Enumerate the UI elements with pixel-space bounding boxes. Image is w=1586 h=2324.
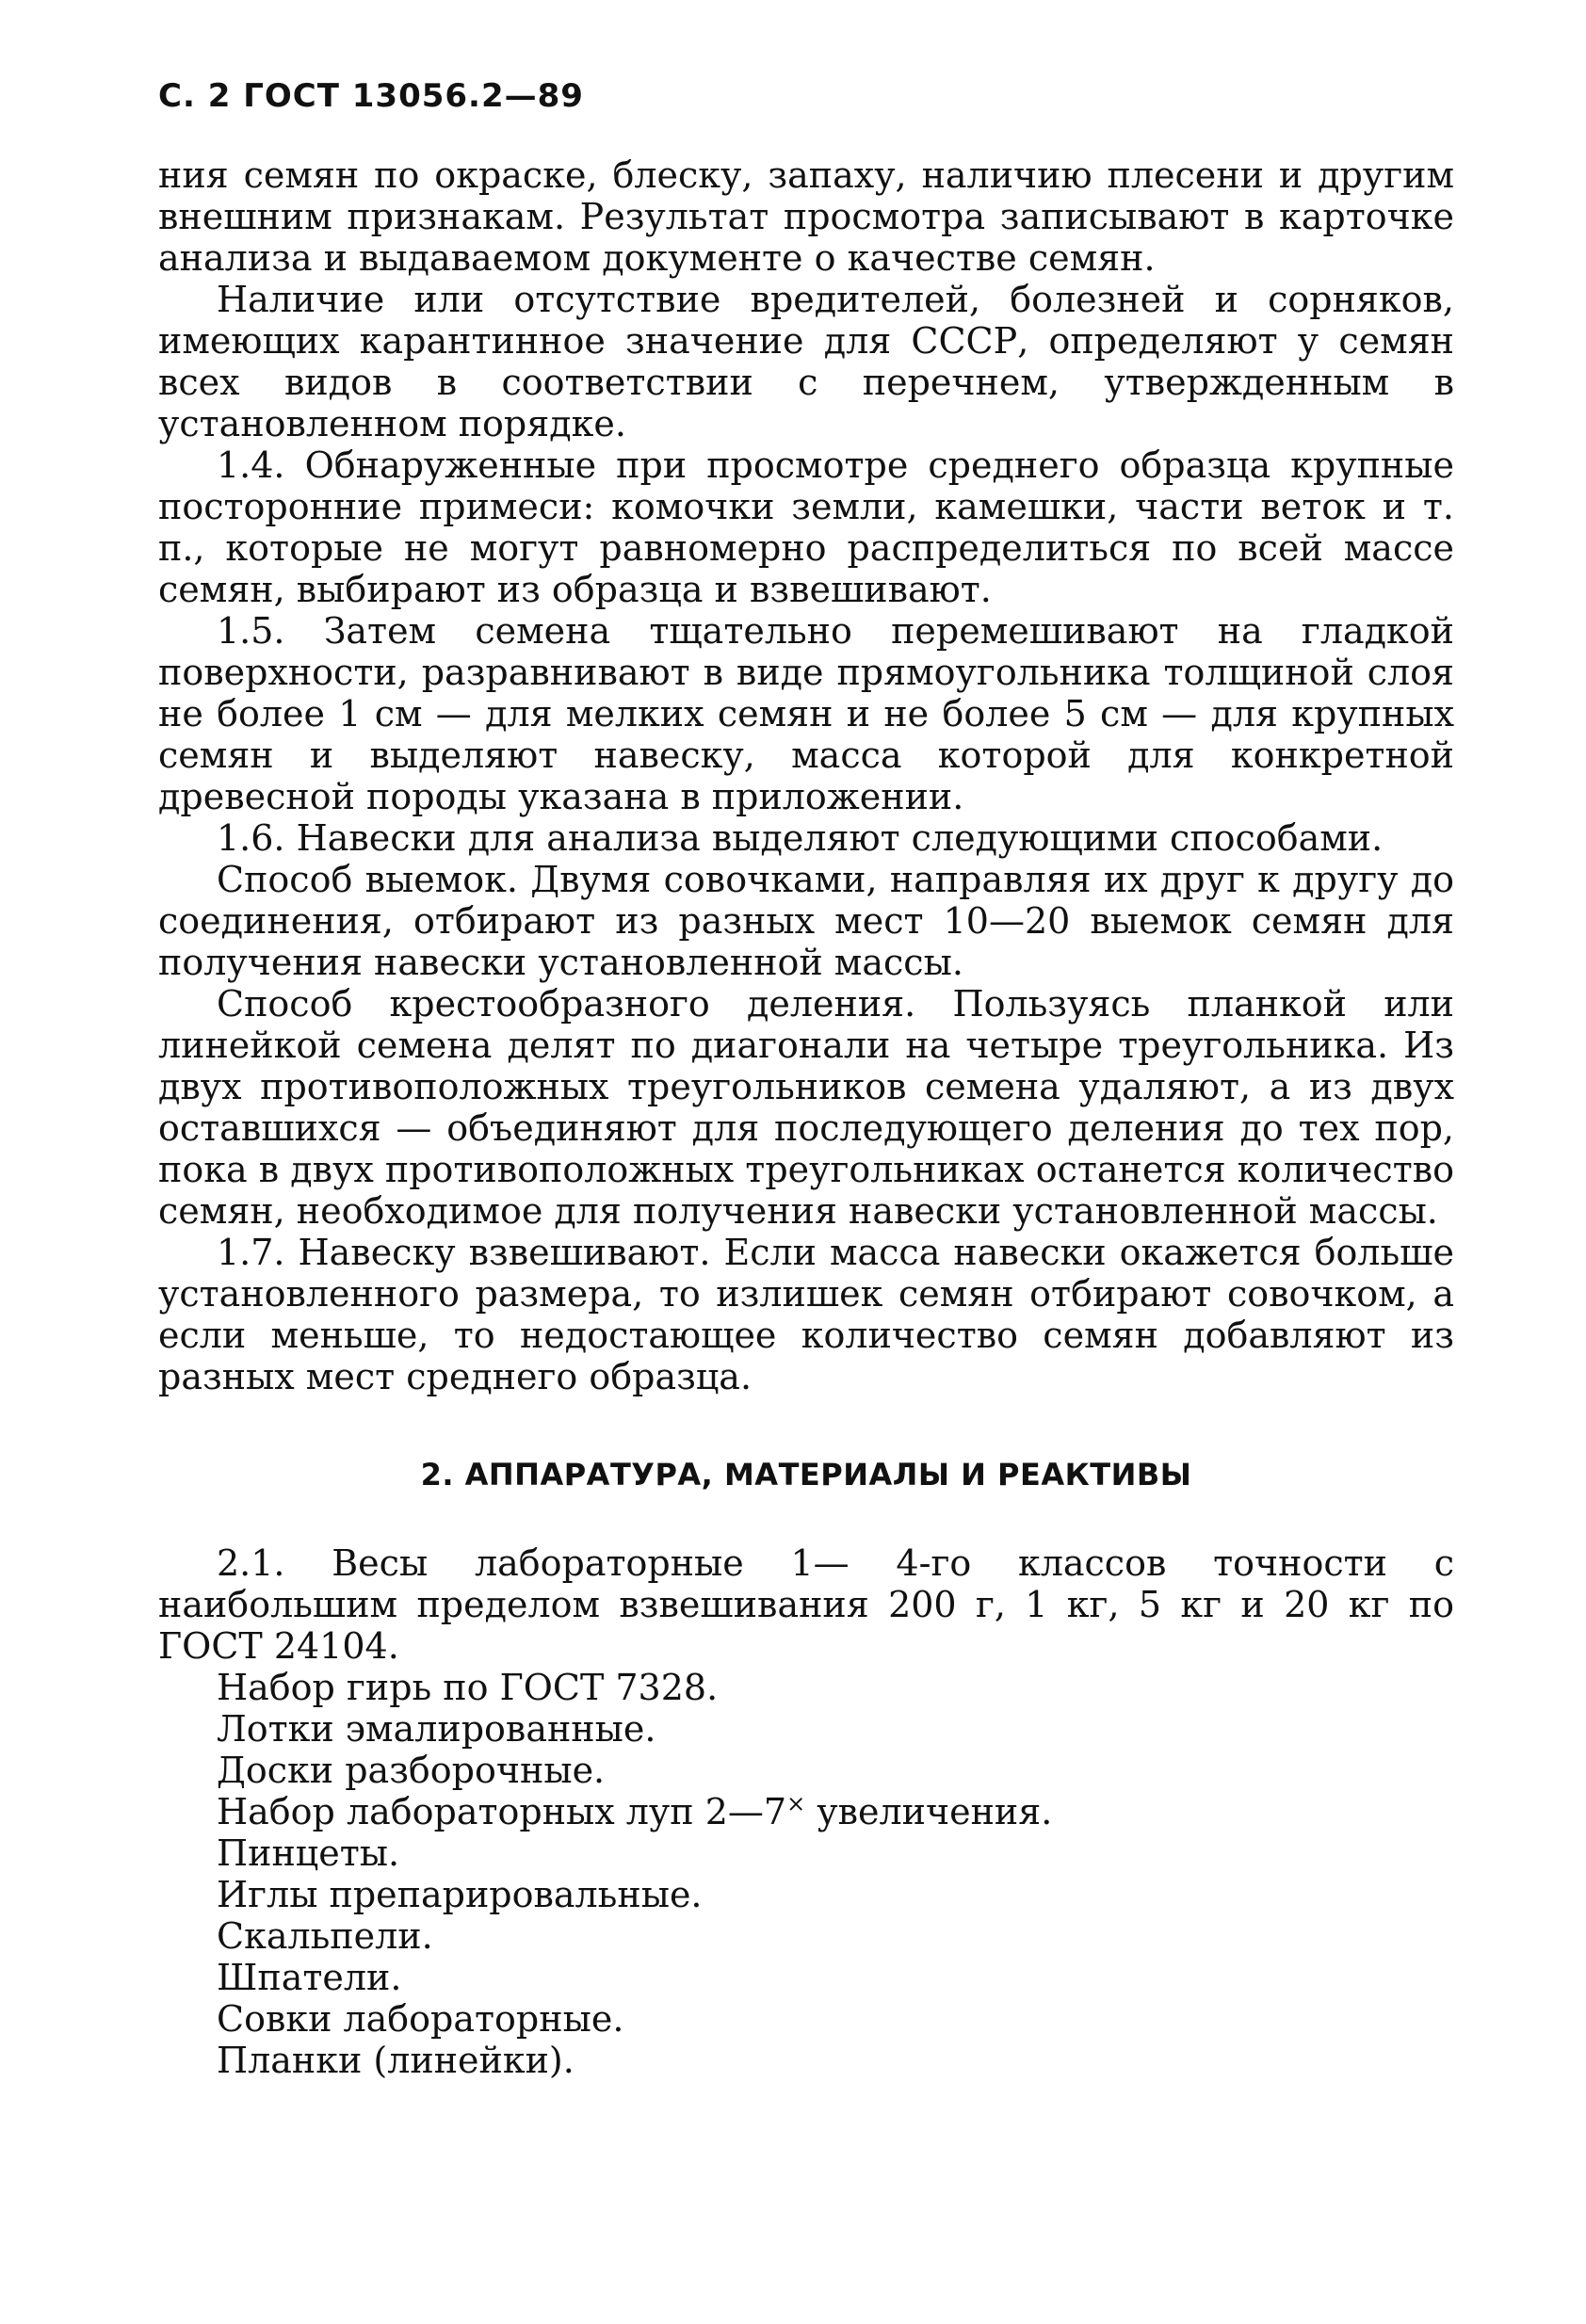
- paragraph-2-1: 2.1. Весы лабораторные 1— 4-го классов точности с наибольшим пределом взвешивания 200 г, 1 кг, 5 кг и 20 кг по ГОСТ 24104.: [158, 1542, 1454, 1667]
- running-head: С. 2 ГОСТ 13056.2—89: [158, 77, 584, 115]
- list-item: Набор гирь по ГОСТ 7328.: [217, 1667, 719, 1708]
- paragraph-cross-division-method: Способ крестообразного деления. Пользуясь планкой или линейкой семена делят по диагонали на четыре треугольника. Из двух противоположных треугольников семена удаляют, а из двух оставшихся — объединяют для последующего деления до тех пор, пока в двух противоположных треугольниках останется количество семян, необходимое для получения навески установленной массы.: [158, 983, 1454, 1232]
- list-item: Совки лабораторные.: [217, 1998, 624, 2040]
- list-item: Планки (линейки).: [217, 2040, 575, 2081]
- magnification-sign: ×: [786, 1790, 806, 1817]
- magnifier-tail: увеличения.: [805, 1791, 1053, 1832]
- list-item: Пинцеты.: [217, 1832, 400, 1874]
- list-item: Лотки эмалированные.: [217, 1708, 656, 1750]
- section-2-text: [158, 1542, 1454, 1667]
- paragraph-1: ния семян по окраске, блеску, запаху, наличию плесени и другим внешним признакам. Результат просмотра записывают в карточке анализа и выдаваемом документе о качестве семян.: [158, 154, 1454, 279]
- list-item-magnifiers: [158, 1791, 1454, 1832]
- paragraph-1-5: 1.5. Затем семена тщательно перемешивают на гладкой поверхности, разравнивают в виде прямоугольника толщиной слоя не более 1 см — для мелких семян и не более 5 см — для крупных семян и выделяют навеску, масса которой для конкретной древесной породы указана в приложении.: [158, 610, 1454, 817]
- list-item: Шпатели.: [217, 1957, 402, 1998]
- section-2-heading: 2. АППАРАТУРА, МАТЕРИАЛЫ И РЕАКТИВЫ: [420, 1457, 1192, 1493]
- body-text: [158, 154, 1454, 1397]
- equipment-list: [158, 1667, 1454, 2081]
- paragraph-1-7: 1.7. Навеску взвешивают. Если масса навески окажется больше установленного размера, то излишек семян отбирают совочком, а если меньше, то недостающее количество семян добавляют из разных мест среднего образца.: [158, 1232, 1454, 1397]
- document-page: [158, 75, 1454, 2081]
- list-item: Иглы препарировальные.: [217, 1874, 703, 1915]
- paragraph-1-6: 1.6. Навески для анализа выделяют следующими способами.: [217, 817, 1384, 859]
- paragraph-scoop-method: Способ выемок. Двумя совочками, направляя их друг к другу до соединения, отбирают из разных мест 10—20 выемок семян для получения навески установленной массы.: [158, 859, 1454, 983]
- list-item: Доски разборочные.: [217, 1750, 606, 1791]
- paragraph-1-4: 1.4. Обнаруженные при просмотре среднего образца крупные посторонние примеси: комочки земли, камешки, части веток и т. п., которые не могут равномерно распределиться по всей массе семян, выбирают из образца и взвешивают.: [158, 444, 1454, 610]
- magnifier-label: Набор лабораторных луп 2—7: [217, 1791, 787, 1832]
- paragraph-2: Наличие или отсутствие вредителей, болезней и сорняков, имеющих карантинное значение для СССР, определяют у семян всех видов в соответствии с перечнем, утвержденным в установленном порядке.: [158, 279, 1454, 444]
- list-item: Скальпели.: [217, 1915, 433, 1957]
